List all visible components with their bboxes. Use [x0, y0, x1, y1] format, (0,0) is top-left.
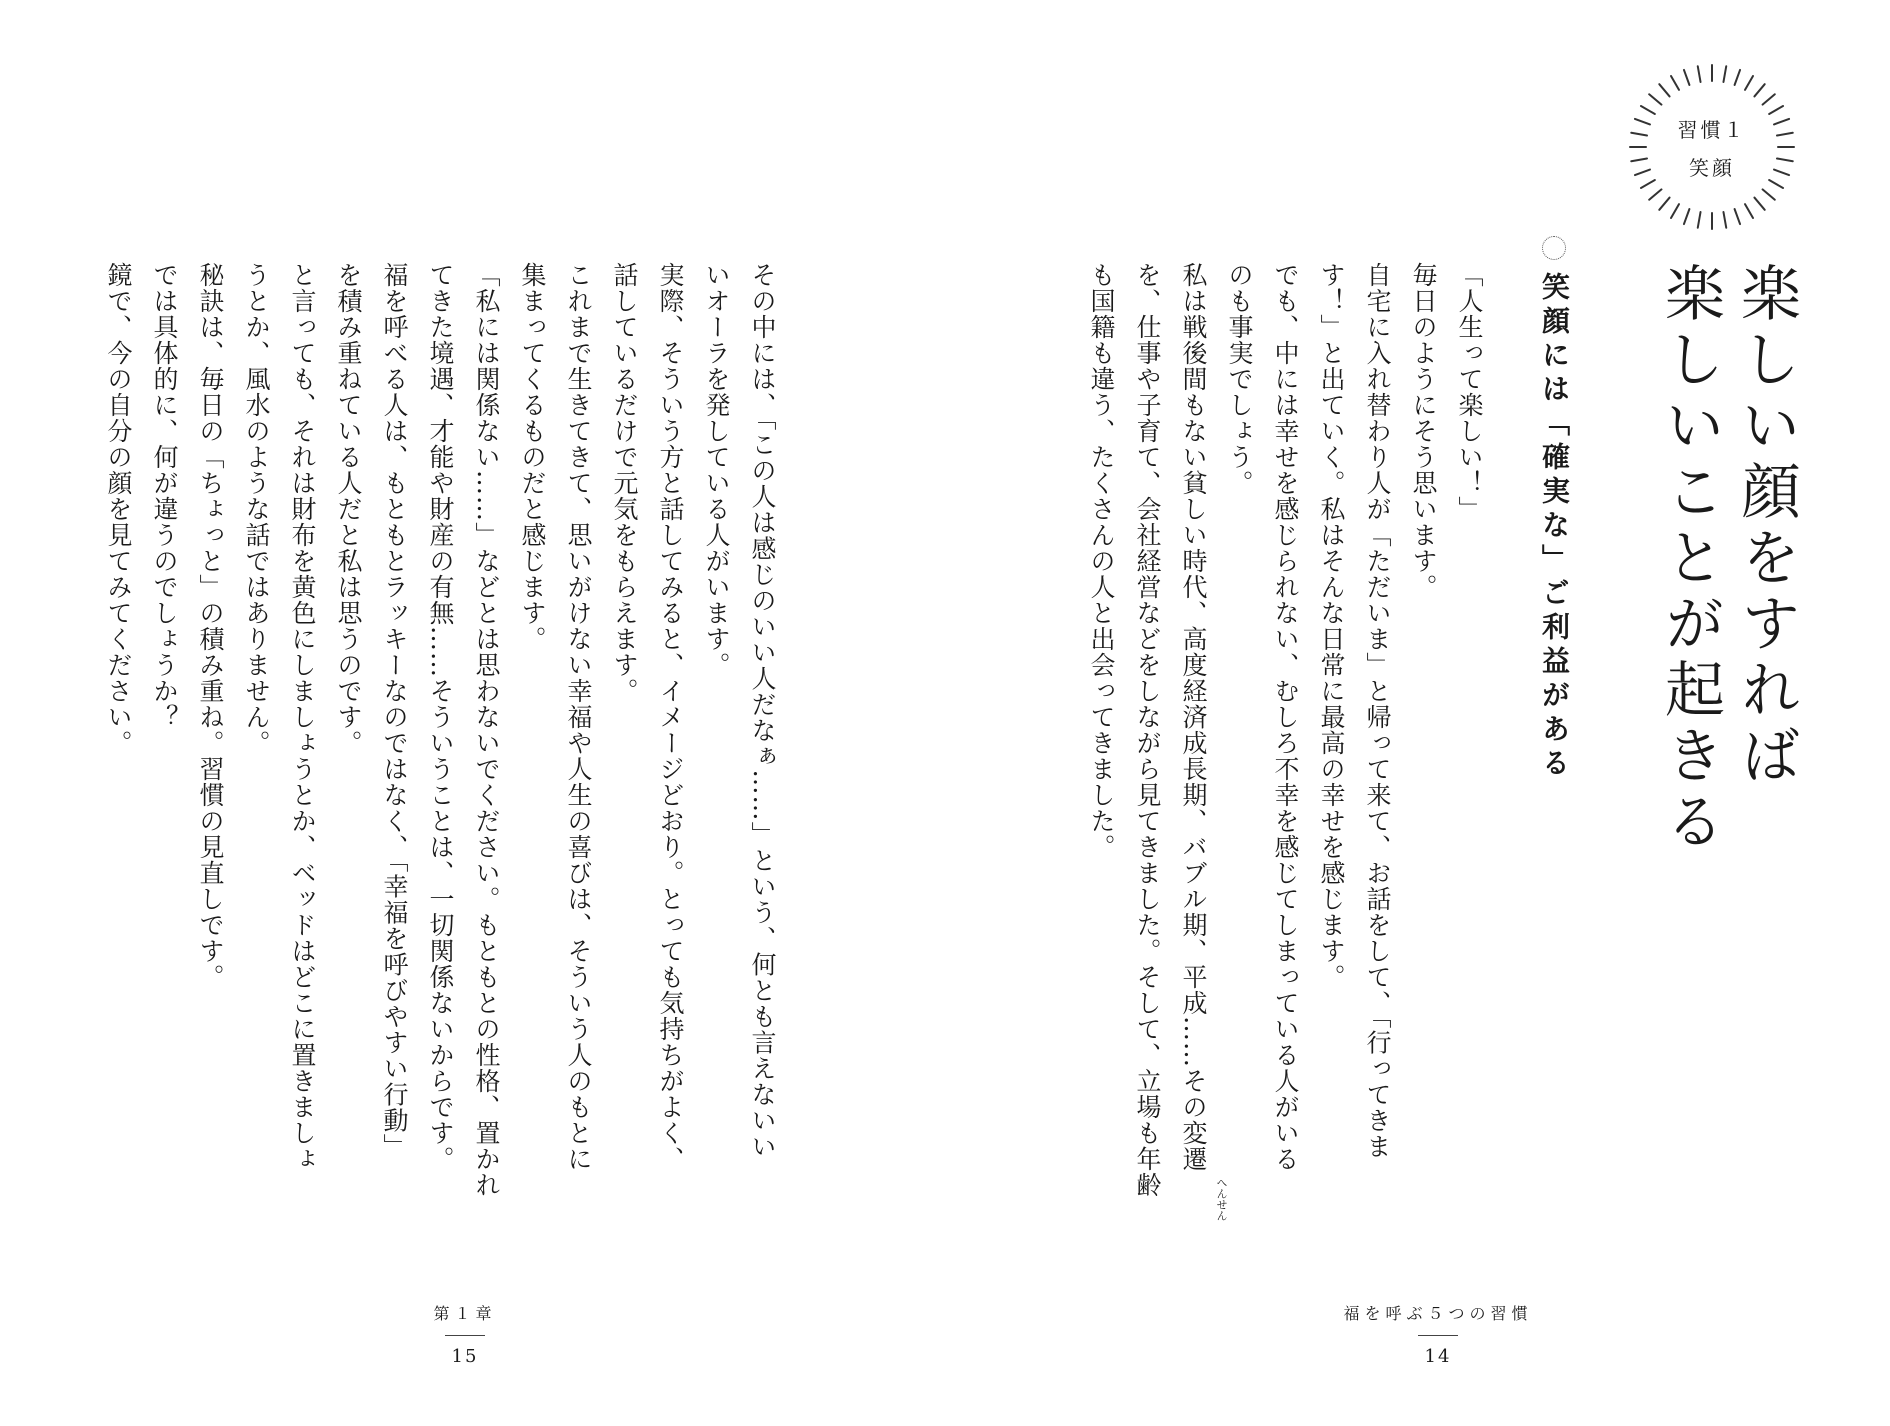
book-title-label: 福を呼ぶ５つの習慣	[1343, 1304, 1533, 1323]
body-line: も国籍も違う、たくさんの人と出会ってきました。	[1087, 262, 1116, 860]
left-page-footer	[365, 1303, 565, 1368]
badge-line2: 笑顔	[1689, 156, 1735, 180]
body-line: 「私には関係ない……」などとは思わないでください。もともとの性格、置かれ	[472, 262, 501, 1198]
body-line: では具体的に、何が違うのでしょうか？	[150, 262, 179, 730]
body-line: 毎日のようにそう思います。	[1409, 262, 1438, 600]
footer-rule	[1418, 1335, 1458, 1336]
right-page-body	[1078, 262, 1492, 1222]
body-line: 実際、そういう方と話してみると、イメージどおり。とっても気持ちがよく、	[656, 262, 685, 1172]
body-line: でも、中には幸せを感じられない、むしろ不幸を感じてしまっている人がいる	[1271, 262, 1300, 1172]
sunburst-ray	[1735, 70, 1740, 85]
dotted-circle-icon	[1542, 236, 1566, 260]
body-line: てきた境遇、才能や財産の有無……そういうことは、一切関係ないからです。	[426, 262, 455, 1172]
body-line: す！」と出ていく。私はそんな日常に最高の幸せを感じます。	[1317, 262, 1346, 990]
sunburst-ray	[1745, 204, 1753, 218]
badge-label	[1628, 111, 1796, 187]
right-page-footer	[1338, 1303, 1538, 1368]
sunburst-ray	[1671, 76, 1679, 90]
body-line: 鏡で、今の自分の顔を見てみてください。	[104, 262, 133, 756]
body-line: うとか、風水のような話ではありません。	[242, 262, 271, 756]
sunburst-ray	[1671, 204, 1679, 218]
chapter-title: 楽しい顔をすれば 楽しいことが起きる	[1655, 262, 1801, 856]
sunburst-ray	[1745, 76, 1753, 90]
body-line: 私は戦後間もない貧しい時代、高度経済成長期、バブル期、平成……その変遷	[1179, 262, 1208, 1172]
sunburst-ray	[1649, 94, 1661, 104]
body-line: 福を呼べる人は、もともとラッキーなのではなく、「幸福を呼びやすい行動」	[380, 262, 409, 1160]
body-line: これまで生きてきて、思いがけない幸福や人生の喜びは、そういう人のもとに	[564, 262, 593, 1172]
sunburst-ray	[1763, 189, 1775, 199]
body-line: いオーラを発している人がいます。	[702, 262, 731, 678]
footer-rule	[445, 1335, 485, 1336]
page-number: 15	[451, 1346, 479, 1367]
body-line: を積み重ねている人だと私は思うのです。	[334, 262, 363, 756]
body-line: その中には、「この人は感じのいい人だなぁ……」という、何とも言えないい	[748, 262, 777, 1160]
body-line: を、仕事や子育て、会社経営などをしながら見てきました。そして、立場も年齢	[1133, 262, 1162, 1198]
body-line: 「人生って楽しい！」	[1455, 262, 1484, 522]
subheading-text: 笑顔には「確実な」ご利益がある	[1538, 272, 1571, 782]
sunburst-ray	[1684, 70, 1689, 85]
section-subheading	[1536, 236, 1572, 782]
sunburst-ray	[1698, 66, 1701, 82]
body-line: 自宅に入れ替わり人が「ただいま」と帰って来て、お話をして、「行ってきま	[1363, 262, 1392, 1160]
sunburst-ray	[1754, 84, 1764, 96]
sunburst-ray	[1723, 212, 1726, 228]
body-line: 秘訣は、毎日の「ちょっと」の積み重ね。習慣の見直しです。	[196, 262, 225, 990]
habit-badge	[1628, 63, 1796, 231]
body-line: と言っても、それは財布を黄色にしましょうとか、ベッドはどこに置きましょ	[288, 262, 317, 1172]
sunburst-ray	[1659, 84, 1669, 96]
body-line: のも事実でしょう。	[1225, 262, 1254, 496]
body-line: 集まってくるものだと感じます。	[518, 262, 547, 652]
sunburst-ray	[1649, 189, 1661, 199]
sunburst-ray	[1763, 94, 1775, 104]
page-number: 14	[1424, 1346, 1452, 1367]
left-page-body	[95, 262, 785, 1222]
sunburst-ray	[1684, 209, 1689, 224]
chapter-label: 第１章	[433, 1304, 497, 1323]
body-line: 話しているだけで元気をもらえます。	[610, 262, 639, 704]
sunburst-ray	[1735, 209, 1740, 224]
sunburst-ray	[1698, 212, 1701, 228]
badge-line1: 習慣１	[1677, 118, 1747, 142]
sunburst-ray	[1659, 198, 1669, 210]
ruby-annotation: へんせん	[1215, 1177, 1228, 1221]
sunburst-ray	[1723, 66, 1726, 82]
sunburst-ray	[1754, 198, 1764, 210]
